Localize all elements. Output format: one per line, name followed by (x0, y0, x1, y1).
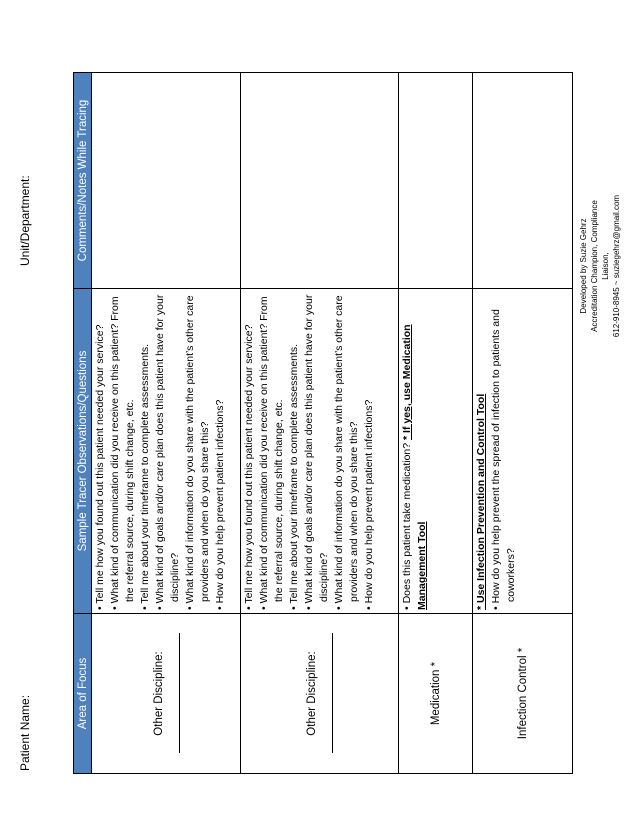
question-item: • What kind of communication did you receive on this patient? From the referral source, during shift change, etc. (258, 296, 285, 610)
column-header-questions: Sample Tracer Observations/Questions (74, 289, 92, 614)
area-cell (241, 614, 399, 774)
comments-cell[interactable] (92, 73, 241, 289)
questions-cell (473, 289, 573, 614)
area-label: Medication * (429, 661, 442, 726)
discipline-blank-line (332, 634, 333, 754)
discipline-blank-line (179, 634, 180, 754)
question-item: • Tell me about your timeframe to complete assessments. (139, 343, 151, 610)
comments-cell[interactable] (399, 73, 473, 289)
tracer-table (73, 72, 573, 774)
column-header-area: Area of Focus (74, 614, 92, 774)
patient-name-label: Patient Name: (18, 694, 32, 771)
area-cell (92, 614, 241, 774)
footer (578, 186, 622, 346)
table-row (399, 73, 473, 774)
area-label: Infection Control * (516, 647, 529, 740)
question-item: • What kind of communication did you receive on this patient? From the referral source, during shift change, etc. (109, 296, 136, 610)
area-label: Other Discipline: (306, 651, 318, 736)
question-item: • How do you help prevent the spread of infection to patients and coworkers? (490, 309, 517, 610)
unit-department-label: Unit/Department: (18, 175, 32, 266)
questions-cell (399, 289, 473, 614)
table-row (92, 73, 241, 774)
question-item: • Tell me about your timeframe to complete assessments. (288, 343, 300, 610)
question-item: • What kind of information do you share with the patient’s other care providers and when do you share this? (333, 295, 360, 610)
comments-cell[interactable] (473, 73, 573, 289)
column-header-comments: Comments/Notes While Tracing (74, 73, 92, 289)
comments-cell[interactable] (241, 73, 399, 289)
area-cell (399, 614, 473, 774)
question-item: • Tell me how you found out this patient needed your service? (94, 324, 106, 610)
medication-tool-note: * If yes, use Medication Management Tool (401, 324, 428, 610)
question-text: • Does this patient take medication? (401, 439, 413, 610)
footer-role: Accreditation Champion, Compliance Liaison, (590, 200, 610, 332)
question-item: • Tell me how you found out this patient needed your service? (243, 324, 255, 610)
table-row (241, 73, 399, 774)
footer-contact: 612-910-8945 ~ suziegehrz@gmail.com (612, 194, 621, 338)
table-row (473, 73, 573, 774)
footer-developer: Developed by Suzie Gehrz (579, 218, 588, 314)
question-item: • What kind of goals and/or care plan does this patient have for your discipline? (303, 294, 330, 610)
question-item: • How do you help prevent patient infections? (363, 399, 375, 610)
question-item: • How do you help prevent patient infections? (214, 399, 226, 610)
infection-tool-note: * Use Infection Prevention and Control Tool (475, 393, 487, 610)
questions-cell (241, 289, 399, 614)
area-label: Other Discipline: (152, 651, 165, 736)
table-header-row (74, 73, 92, 774)
questions-cell (92, 289, 241, 614)
question-item: • What kind of information do you share with the patient’s other care providers and when do you share this? (184, 295, 211, 610)
question-item: • What kind of goals and/or care plan does this patient have for your discipline? (154, 294, 181, 610)
area-cell (473, 614, 573, 774)
